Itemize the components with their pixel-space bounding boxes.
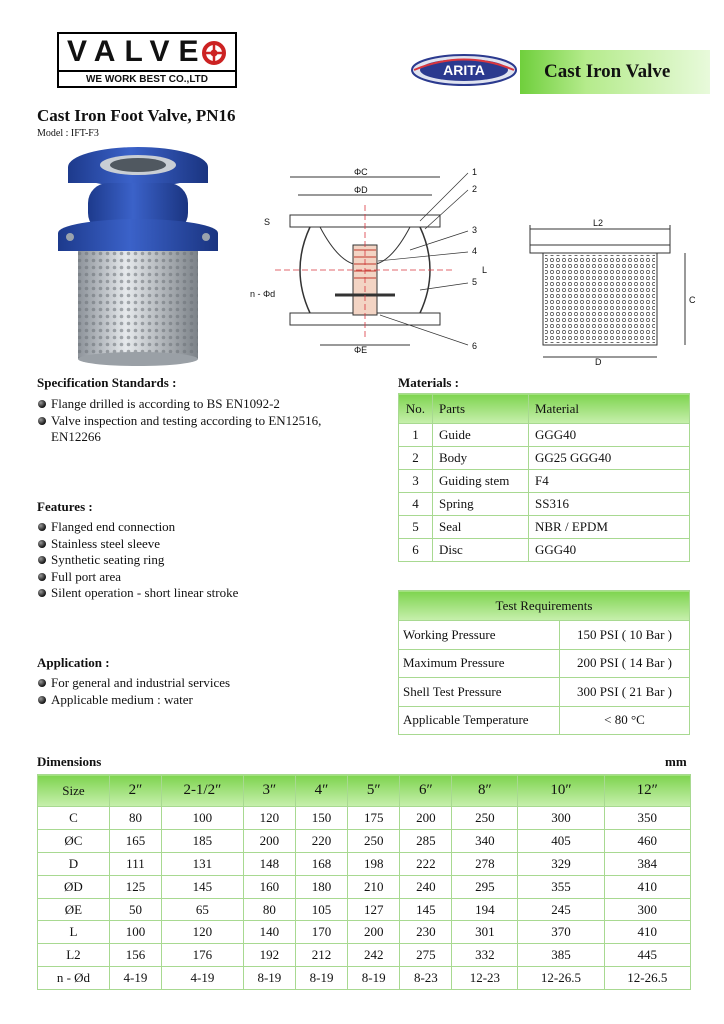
table-cell: 111	[109, 852, 161, 875]
table-row	[38, 967, 691, 990]
table-cell: 140	[243, 921, 295, 944]
label-s: S	[264, 217, 271, 227]
list-item-text: Stainless steel sleeve	[51, 535, 161, 551]
table-cell: 242	[348, 944, 400, 967]
table-cell: Guiding stem	[433, 470, 529, 493]
table-cell: 4-19	[162, 967, 244, 990]
table-cell: 65	[162, 898, 244, 921]
bullet-icon	[38, 573, 46, 581]
table-cell: Working Pressure	[399, 621, 560, 650]
table-cell: 2	[399, 447, 433, 470]
list-item	[37, 585, 377, 602]
application-heading: Application :	[37, 655, 110, 670]
table-cell: < 80 °C	[560, 706, 690, 735]
table-cell: 300	[604, 898, 690, 921]
table-row	[38, 898, 691, 921]
table-row	[399, 706, 690, 735]
table-cell: 300	[518, 807, 604, 830]
test-requirements-table	[398, 590, 690, 735]
table-cell: 125	[109, 875, 161, 898]
features-heading: Features :	[37, 499, 93, 514]
table-row	[399, 621, 690, 650]
table-cell: 350	[604, 807, 690, 830]
logo-tagline: WE WORK BEST CO.,LTD	[59, 70, 235, 86]
table-cell: 12-26.5	[518, 967, 604, 990]
table-cell: 200 PSI ( 14 Bar )	[560, 649, 690, 678]
table-row	[38, 829, 691, 852]
section-drawing	[250, 165, 490, 355]
table-cell: 8-23	[400, 967, 452, 990]
table-cell: NBR / EPDM	[529, 516, 690, 539]
part-3: 3	[472, 225, 478, 235]
table-cell: 4-19	[109, 967, 161, 990]
list-item-text: Valve inspection and testing according to EN12516,	[51, 412, 322, 428]
materials-table	[398, 393, 690, 562]
col-size-12: 12″	[604, 775, 690, 807]
list-item	[37, 536, 377, 553]
table-cell: 80	[243, 898, 295, 921]
table-cell: 145	[162, 875, 244, 898]
list-item	[37, 675, 377, 692]
col-size: Size	[38, 775, 110, 807]
table-cell: 5	[399, 516, 433, 539]
table-cell: C	[38, 807, 110, 830]
table-cell: 200	[348, 921, 400, 944]
category-banner: Cast Iron Valve	[520, 50, 710, 94]
table-cell: 12-26.5	[604, 967, 690, 990]
label-nd: n - Φd	[250, 289, 276, 299]
col-size-10: 10″	[518, 775, 604, 807]
table-cell: 185	[162, 829, 244, 852]
table-row	[399, 493, 690, 516]
bullet-icon	[38, 556, 46, 564]
table-cell: Guide	[433, 424, 529, 447]
features-list	[37, 519, 377, 602]
label-d: D	[595, 357, 602, 365]
table-cell: Spring	[433, 493, 529, 516]
arita-text: ARITA	[443, 62, 485, 78]
label-phi-e: ΦE	[354, 345, 368, 355]
label-phi-c: ΦC	[354, 167, 368, 177]
table-cell: 105	[295, 898, 347, 921]
list-item	[37, 569, 377, 586]
table-cell: 405	[518, 829, 604, 852]
table-cell: 165	[109, 829, 161, 852]
table-cell: GGG40	[529, 424, 690, 447]
table-cell: 80	[109, 807, 161, 830]
spec-list	[37, 396, 377, 446]
dimensions-heading: Dimensions	[37, 754, 102, 769]
table-cell: 250	[348, 829, 400, 852]
table-cell: 12-23	[452, 967, 518, 990]
table-cell: 8-19	[295, 967, 347, 990]
bullet-icon	[38, 523, 46, 531]
table-row	[38, 921, 691, 944]
part-5: 5	[472, 277, 478, 287]
table-cell: 301	[452, 921, 518, 944]
table-cell: 220	[295, 829, 347, 852]
table-cell: 1	[399, 424, 433, 447]
foot-valve-photo	[48, 145, 228, 367]
table-cell: F4	[529, 470, 690, 493]
table-cell: 170	[295, 921, 347, 944]
table-cell: 329	[518, 852, 604, 875]
table-cell: Maximum Pressure	[399, 649, 560, 678]
table-cell: 8-19	[348, 967, 400, 990]
col-size-6: 6″	[400, 775, 452, 807]
bullet-icon	[38, 696, 46, 704]
bullet-icon	[38, 679, 46, 687]
table-cell: 445	[604, 944, 690, 967]
part-2: 2	[472, 184, 478, 194]
col-size-3: 3″	[243, 775, 295, 807]
bullet-icon	[38, 417, 46, 425]
table-cell: Disc	[433, 539, 529, 562]
table-cell: 384	[604, 852, 690, 875]
list-item-text: Applicable medium : water	[51, 691, 193, 707]
list-item-text: Synthetic seating ring	[51, 552, 165, 567]
table-cell: 245	[518, 898, 604, 921]
table-cell: 385	[518, 944, 604, 967]
list-item-text: Flanged end connection	[51, 519, 176, 534]
list-item-text: Silent operation - short linear stroke	[51, 585, 239, 600]
table-cell: D	[38, 852, 110, 875]
table-cell: 194	[452, 898, 518, 921]
materials-heading: Materials :	[398, 375, 460, 390]
table-cell: GG25 GGG40	[529, 447, 690, 470]
list-item-text: Full port area	[51, 568, 122, 584]
table-row	[399, 649, 690, 678]
table-cell: 212	[295, 944, 347, 967]
table-cell: 120	[243, 807, 295, 830]
dimensions-unit: mm	[665, 754, 687, 769]
col-size-2-1-2: 2-1/2″	[162, 775, 244, 807]
table-header-row	[399, 591, 690, 621]
col-size-4: 4″	[295, 775, 347, 807]
table-row	[38, 852, 691, 875]
table-cell: 127	[348, 898, 400, 921]
table-cell: 410	[604, 921, 690, 944]
table-header-row	[38, 775, 691, 807]
dimensions-table	[37, 774, 691, 990]
table-cell: Applicable Temperature	[399, 706, 560, 735]
table-cell: ØD	[38, 875, 110, 898]
list-item-text: Flange drilled is according to BS EN1092-2	[51, 396, 280, 411]
table-row	[399, 539, 690, 562]
table-cell: 100	[162, 807, 244, 830]
table-cell: 285	[400, 829, 452, 852]
product-title: Cast Iron Foot Valve, PN16	[37, 106, 236, 125]
table-cell: 200	[400, 807, 452, 830]
part-4: 4	[472, 246, 478, 256]
table-cell: 250	[452, 807, 518, 830]
table-row	[38, 944, 691, 967]
spec-heading: Specification Standards :	[37, 375, 177, 390]
list-item	[37, 429, 377, 446]
company-logo	[57, 32, 237, 88]
table-row	[38, 807, 691, 830]
col-size-5: 5″	[348, 775, 400, 807]
table-cell: 222	[400, 852, 452, 875]
table-row	[399, 447, 690, 470]
table-row	[399, 424, 690, 447]
table-row	[38, 875, 691, 898]
logo-word: VALVE	[67, 35, 208, 68]
bullet-icon	[38, 400, 46, 408]
table-cell: 210	[348, 875, 400, 898]
col-size-2: 2″	[109, 775, 161, 807]
list-item	[37, 396, 377, 413]
label-phi-d: ΦD	[354, 185, 368, 195]
table-cell: 168	[295, 852, 347, 875]
table-cell: 176	[162, 944, 244, 967]
table-cell: ØC	[38, 829, 110, 852]
table-cell: 198	[348, 852, 400, 875]
part-6: 6	[472, 341, 478, 351]
label-c: C	[689, 295, 696, 305]
table-cell: L	[38, 921, 110, 944]
application-list	[37, 675, 377, 708]
table-cell: SS316	[529, 493, 690, 516]
table-cell: 192	[243, 944, 295, 967]
table-cell: 131	[162, 852, 244, 875]
table-cell: 6	[399, 539, 433, 562]
handwheel-icon	[201, 40, 227, 66]
list-item-text: EN12266	[51, 429, 101, 444]
table-cell: 150	[295, 807, 347, 830]
table-cell: Body	[433, 447, 529, 470]
table-row	[399, 470, 690, 493]
table-header-row	[399, 394, 690, 424]
table-cell: L2	[38, 944, 110, 967]
list-item	[37, 692, 377, 709]
table-cell: 230	[400, 921, 452, 944]
table-cell: 150 PSI ( 10 Bar )	[560, 621, 690, 650]
bullet-icon	[38, 540, 46, 548]
table-cell: 120	[162, 921, 244, 944]
table-cell: 410	[604, 875, 690, 898]
table-cell: 370	[518, 921, 604, 944]
table-cell: 156	[109, 944, 161, 967]
table-cell: n - Ød	[38, 967, 110, 990]
table-cell: 460	[604, 829, 690, 852]
list-item-text: For general and industrial services	[51, 675, 231, 690]
table-cell: 50	[109, 898, 161, 921]
part-1: 1	[472, 167, 478, 177]
table-cell: 160	[243, 875, 295, 898]
col-parts: Parts	[433, 394, 529, 424]
table-cell: 332	[452, 944, 518, 967]
col-material: Material	[529, 394, 690, 424]
list-item	[37, 552, 377, 569]
table-cell: GGG40	[529, 539, 690, 562]
table-cell: Shell Test Pressure	[399, 678, 560, 707]
table-cell: 300 PSI ( 21 Bar )	[560, 678, 690, 707]
table-cell: 295	[452, 875, 518, 898]
table-cell: 275	[400, 944, 452, 967]
col-no: No.	[399, 394, 433, 424]
bullet-icon	[38, 589, 46, 597]
table-cell: Seal	[433, 516, 529, 539]
table-cell: 175	[348, 807, 400, 830]
table-row	[399, 678, 690, 707]
test-heading: Test Requirements	[399, 591, 690, 621]
list-item	[37, 413, 377, 430]
table-cell: 180	[295, 875, 347, 898]
table-cell: 4	[399, 493, 433, 516]
table-cell: 340	[452, 829, 518, 852]
table-row	[399, 516, 690, 539]
table-cell: 8-19	[243, 967, 295, 990]
table-cell: ØE	[38, 898, 110, 921]
table-cell: 240	[400, 875, 452, 898]
arita-logo	[410, 53, 518, 87]
label-l: L	[482, 265, 488, 275]
table-cell: 355	[518, 875, 604, 898]
table-cell: 278	[452, 852, 518, 875]
table-cell: 3	[399, 470, 433, 493]
product-model: Model : IFT-F3	[37, 128, 99, 139]
table-cell: 200	[243, 829, 295, 852]
list-item	[37, 519, 377, 536]
strainer-drawing	[525, 215, 700, 365]
label-l2: L2	[593, 218, 604, 228]
table-cell: 100	[109, 921, 161, 944]
table-cell: 148	[243, 852, 295, 875]
table-cell: 145	[400, 898, 452, 921]
col-size-8: 8″	[452, 775, 518, 807]
